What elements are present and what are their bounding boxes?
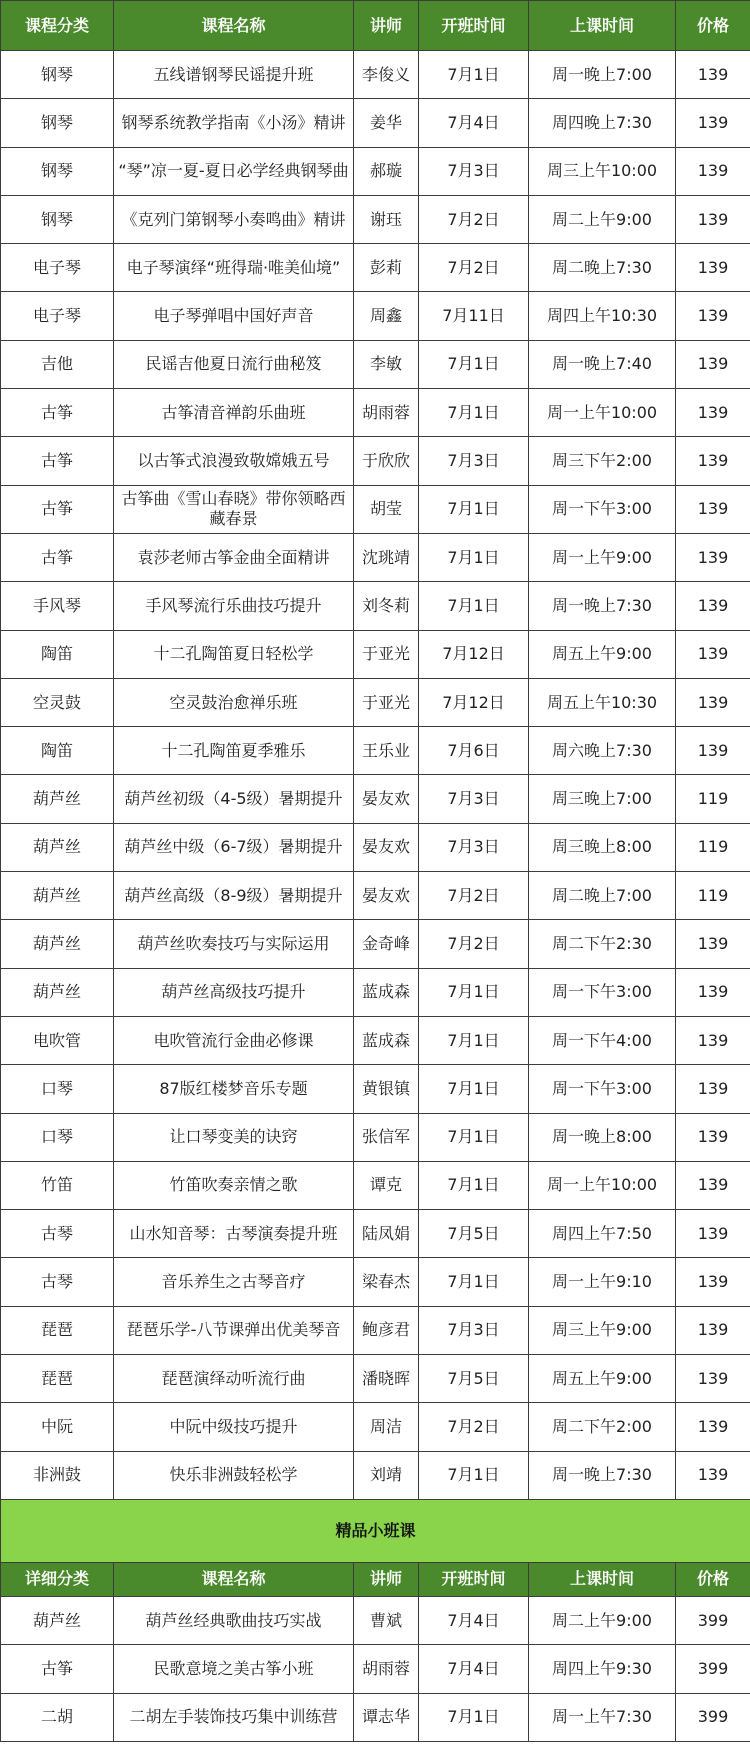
teacher-cell: 谢珏 — [354, 195, 419, 243]
price-cell: 139 — [676, 1258, 750, 1306]
class-time-cell: 周五上午10:30 — [529, 678, 676, 726]
table-row — [1, 678, 750, 726]
price-cell: 139 — [676, 968, 750, 1016]
teacher-cell: 蓝成森 — [354, 1016, 419, 1064]
price-cell: 139 — [676, 582, 750, 630]
header-class-time: 上课时间 — [529, 1562, 676, 1596]
price-cell: 139 — [676, 533, 750, 581]
category-cell: 钢琴 — [1, 147, 114, 195]
header-course-name: 课程名称 — [114, 1, 354, 51]
course-name-cell: 琵琶乐学-八节课弹出优美琴音 — [114, 1306, 354, 1354]
table-row — [1, 920, 750, 968]
price-cell: 119 — [676, 872, 750, 920]
course-name-cell: 葫芦丝中级（6-7级）暑期提升 — [114, 823, 354, 871]
course-name-cell: 《克列门第钢琴小奏鸣曲》精讲 — [114, 195, 354, 243]
teacher-cell: 姜华 — [354, 99, 419, 147]
start-date-cell: 7月4日 — [419, 99, 529, 147]
teacher-cell: 胡雨蓉 — [354, 389, 419, 437]
course-name-cell: 空灵鼓治愈禅乐班 — [114, 678, 354, 726]
class-time-cell: 周五上午9:00 — [529, 1355, 676, 1403]
table-row — [1, 340, 750, 388]
course-name-cell: 葫芦丝吹奏技巧与实际运用 — [114, 920, 354, 968]
table-row — [1, 1161, 750, 1209]
table-row — [1, 775, 750, 823]
section-band-row — [1, 1499, 750, 1562]
course-name-cell: 二胡左手装饰技巧集中训练营 — [114, 1693, 354, 1741]
header-teacher: 讲师 — [354, 1, 419, 51]
category-cell: 古筝 — [1, 437, 114, 485]
class-time-cell: 周二上午9:00 — [529, 1596, 676, 1644]
category-cell: 古筝 — [1, 485, 114, 533]
price-cell: 399 — [676, 1693, 750, 1741]
price-cell: 139 — [676, 1355, 750, 1403]
start-date-cell: 7月1日 — [419, 968, 529, 1016]
header-start-date: 开班时间 — [419, 1, 529, 51]
course-name-cell: 十二孔陶笛夏季雅乐 — [114, 727, 354, 775]
course-name-cell: 快乐非洲鼓轻松学 — [114, 1451, 354, 1499]
class-time-cell: 周六晚上7:30 — [529, 727, 676, 775]
price-cell: 399 — [676, 1645, 750, 1693]
teacher-cell: 蓝成森 — [354, 968, 419, 1016]
teacher-cell: 于欣欣 — [354, 437, 419, 485]
start-date-cell: 7月5日 — [419, 1210, 529, 1258]
class-time-cell: 周一下午4:00 — [529, 1016, 676, 1064]
category-cell: 葫芦丝 — [1, 872, 114, 920]
price-cell: 139 — [676, 99, 750, 147]
start-date-cell: 7月6日 — [419, 727, 529, 775]
category-cell: 吉他 — [1, 340, 114, 388]
price-cell: 139 — [676, 920, 750, 968]
category-cell: 古筝 — [1, 533, 114, 581]
teacher-cell: 于亚光 — [354, 678, 419, 726]
category-cell: 陶笛 — [1, 630, 114, 678]
category-cell: 葫芦丝 — [1, 968, 114, 1016]
table-row — [1, 244, 750, 292]
price-cell: 139 — [676, 485, 750, 533]
start-date-cell: 7月1日 — [419, 1016, 529, 1064]
course-name-cell: 中阮中级技巧提升 — [114, 1403, 354, 1451]
price-cell: 139 — [676, 437, 750, 485]
table-row — [1, 823, 750, 871]
category-cell: 空灵鼓 — [1, 678, 114, 726]
start-date-cell: 7月3日 — [419, 437, 529, 485]
start-date-cell: 7月1日 — [419, 1693, 529, 1741]
table-row — [1, 1210, 750, 1258]
table-row — [1, 533, 750, 581]
course-name-cell: 古筝清音禅韵乐曲班 — [114, 389, 354, 437]
teacher-cell: 胡莹 — [354, 485, 419, 533]
price-cell: 139 — [676, 1016, 750, 1064]
course-name-cell: 电子琴弹唱中国好声音 — [114, 292, 354, 340]
header-class-time: 上课时间 — [529, 1, 676, 51]
teacher-cell: 张信军 — [354, 1113, 419, 1161]
category-cell: 古琴 — [1, 1210, 114, 1258]
class-time-cell: 周二下午2:30 — [529, 920, 676, 968]
table-row — [1, 437, 750, 485]
table-row — [1, 968, 750, 1016]
category-cell: 古琴 — [1, 1258, 114, 1306]
class-time-cell: 周一下午3:00 — [529, 968, 676, 1016]
header-price: 价格 — [676, 1562, 750, 1596]
table-row — [1, 292, 750, 340]
start-date-cell: 7月5日 — [419, 1355, 529, 1403]
teacher-cell: 沈珧靖 — [354, 533, 419, 581]
price-cell: 139 — [676, 340, 750, 388]
main-table-body — [1, 51, 750, 1500]
start-date-cell: 7月11日 — [419, 292, 529, 340]
table-row — [1, 1258, 750, 1306]
category-cell: 手风琴 — [1, 582, 114, 630]
course-name-cell: 87版红楼梦音乐专题 — [114, 1065, 354, 1113]
table-row — [1, 1113, 750, 1161]
class-time-cell: 周一上午9:00 — [529, 533, 676, 581]
course-name-cell: 竹笛吹奏亲情之歌 — [114, 1161, 354, 1209]
class-time-cell: 周二晚上7:30 — [529, 244, 676, 292]
price-cell: 399 — [676, 1596, 750, 1644]
teacher-cell: 黄银镇 — [354, 1065, 419, 1113]
teacher-cell: 曹斌 — [354, 1596, 419, 1644]
category-cell: 竹笛 — [1, 1161, 114, 1209]
class-time-cell: 周一上午10:00 — [529, 389, 676, 437]
class-time-cell: 周一晚上7:30 — [529, 582, 676, 630]
category-cell: 陶笛 — [1, 727, 114, 775]
start-date-cell: 7月4日 — [419, 1645, 529, 1693]
teacher-cell: 李敏 — [354, 340, 419, 388]
category-cell: 葫芦丝 — [1, 775, 114, 823]
course-name-cell: 钢琴系统教学指南《小汤》精讲 — [114, 99, 354, 147]
category-cell: 口琴 — [1, 1065, 114, 1113]
course-name-cell: 葫芦丝高级（8-9级）暑期提升 — [114, 872, 354, 920]
category-cell: 琵琶 — [1, 1306, 114, 1354]
course-name-cell: 五线谱钢琴民谣提升班 — [114, 51, 354, 99]
category-cell: 口琴 — [1, 1113, 114, 1161]
teacher-cell: 彭莉 — [354, 244, 419, 292]
course-name-cell: 民谣吉他夏日流行曲秘笈 — [114, 340, 354, 388]
course-name-cell: 民歌意境之美古筝小班 — [114, 1645, 354, 1693]
class-time-cell: 周一上午10:00 — [529, 1161, 676, 1209]
table-row — [1, 195, 750, 243]
table-row — [1, 1016, 750, 1064]
start-date-cell: 7月1日 — [419, 1161, 529, 1209]
start-date-cell: 7月2日 — [419, 244, 529, 292]
teacher-cell: 于亚光 — [354, 630, 419, 678]
teacher-cell: 谭志华 — [354, 1693, 419, 1741]
teacher-cell: 晏友欢 — [354, 823, 419, 871]
class-time-cell: 周一晚上8:00 — [529, 1113, 676, 1161]
table-row — [1, 1065, 750, 1113]
price-cell: 139 — [676, 678, 750, 726]
category-cell: 电吹管 — [1, 1016, 114, 1064]
teacher-cell: 刘冬莉 — [354, 582, 419, 630]
start-date-cell: 7月12日 — [419, 678, 529, 726]
price-cell: 139 — [676, 1161, 750, 1209]
course-name-cell: 电子琴演绎“班得瑞·唯美仙境” — [114, 244, 354, 292]
table-row — [1, 1596, 750, 1644]
small-class-header-row — [1, 1562, 750, 1596]
class-time-cell: 周一上午7:30 — [529, 1693, 676, 1741]
start-date-cell: 7月3日 — [419, 147, 529, 195]
class-time-cell: 周一上午9:10 — [529, 1258, 676, 1306]
teacher-cell: 晏友欢 — [354, 775, 419, 823]
start-date-cell: 7月2日 — [419, 872, 529, 920]
price-cell: 139 — [676, 51, 750, 99]
category-cell: 中阮 — [1, 1403, 114, 1451]
teacher-cell: 周鑫 — [354, 292, 419, 340]
section-band-title: 精品小班课 — [1, 1499, 750, 1562]
class-time-cell: 周四晚上7:30 — [529, 99, 676, 147]
class-time-cell: 周一晚上7:40 — [529, 340, 676, 388]
price-cell: 139 — [676, 1403, 750, 1451]
price-cell: 119 — [676, 775, 750, 823]
price-cell: 139 — [676, 1210, 750, 1258]
table-row — [1, 1403, 750, 1451]
start-date-cell: 7月3日 — [419, 823, 529, 871]
class-time-cell: 周三晚上7:00 — [529, 775, 676, 823]
category-cell: 钢琴 — [1, 51, 114, 99]
class-time-cell: 周一晚上7:30 — [529, 1451, 676, 1499]
category-cell: 葫芦丝 — [1, 1596, 114, 1644]
table-row — [1, 51, 750, 99]
teacher-cell: 晏友欢 — [354, 872, 419, 920]
category-cell: 电子琴 — [1, 244, 114, 292]
class-time-cell: 周一下午3:00 — [529, 485, 676, 533]
start-date-cell: 7月1日 — [419, 1113, 529, 1161]
category-cell: 非洲鼓 — [1, 1451, 114, 1499]
course-name-cell: 琵琶演绎动听流行曲 — [114, 1355, 354, 1403]
header-price: 价格 — [676, 1, 750, 51]
category-cell: 古筝 — [1, 1645, 114, 1693]
price-cell: 139 — [676, 244, 750, 292]
table-row — [1, 389, 750, 437]
teacher-cell: 刘靖 — [354, 1451, 419, 1499]
class-time-cell: 周四上午9:30 — [529, 1645, 676, 1693]
price-cell: 139 — [676, 1113, 750, 1161]
class-time-cell: 周三上午9:00 — [529, 1306, 676, 1354]
course-name-cell: 音乐养生之古琴音疗 — [114, 1258, 354, 1306]
class-time-cell: 周一下午3:00 — [529, 1065, 676, 1113]
price-cell: 139 — [676, 389, 750, 437]
category-cell: 葫芦丝 — [1, 823, 114, 871]
price-cell: 139 — [676, 195, 750, 243]
teacher-cell: 梁春杰 — [354, 1258, 419, 1306]
start-date-cell: 7月12日 — [419, 630, 529, 678]
table-row — [1, 1645, 750, 1693]
table-row — [1, 147, 750, 195]
table-row — [1, 99, 750, 147]
price-cell: 139 — [676, 1306, 750, 1354]
start-date-cell: 7月4日 — [419, 1596, 529, 1644]
class-time-cell: 周五上午9:00 — [529, 630, 676, 678]
start-date-cell: 7月1日 — [419, 389, 529, 437]
price-cell: 139 — [676, 1451, 750, 1499]
start-date-cell: 7月1日 — [419, 1258, 529, 1306]
course-name-cell: 十二孔陶笛夏日轻松学 — [114, 630, 354, 678]
teacher-cell: 胡雨蓉 — [354, 1645, 419, 1693]
category-cell: 古筝 — [1, 389, 114, 437]
table-row — [1, 630, 750, 678]
start-date-cell: 7月2日 — [419, 1403, 529, 1451]
teacher-cell: 李俊义 — [354, 51, 419, 99]
start-date-cell: 7月3日 — [419, 1306, 529, 1354]
class-time-cell: 周三晚上8:00 — [529, 823, 676, 871]
price-cell: 139 — [676, 147, 750, 195]
teacher-cell: 金奇峰 — [354, 920, 419, 968]
table-row — [1, 727, 750, 775]
header-category: 课程分类 — [1, 1, 114, 51]
table-row — [1, 485, 750, 533]
teacher-cell: 陆凤娟 — [354, 1210, 419, 1258]
start-date-cell: 7月1日 — [419, 582, 529, 630]
course-name-cell: 古筝曲《雪山春晓》带你领略西藏春景 — [114, 485, 354, 533]
class-time-cell: 周三下午2:00 — [529, 437, 676, 485]
header-course-name: 课程名称 — [114, 1562, 354, 1596]
small-class-table-body — [1, 1596, 750, 1741]
class-time-cell: 周三上午10:00 — [529, 147, 676, 195]
course-name-cell: 袁莎老师古筝金曲全面精讲 — [114, 533, 354, 581]
teacher-cell: 王乐业 — [354, 727, 419, 775]
course-name-cell: 让口琴变美的诀窍 — [114, 1113, 354, 1161]
course-name-cell: 葫芦丝经典歌曲技巧实战 — [114, 1596, 354, 1644]
table-row — [1, 1355, 750, 1403]
start-date-cell: 7月2日 — [419, 920, 529, 968]
teacher-cell: 郝璇 — [354, 147, 419, 195]
price-cell: 139 — [676, 630, 750, 678]
category-cell: 葫芦丝 — [1, 920, 114, 968]
teacher-cell: 周洁 — [354, 1403, 419, 1451]
category-cell: 琵琶 — [1, 1355, 114, 1403]
teacher-cell: 鲍彦君 — [354, 1306, 419, 1354]
course-name-cell: 葫芦丝高级技巧提升 — [114, 968, 354, 1016]
table-row — [1, 582, 750, 630]
teacher-cell: 潘晓晖 — [354, 1355, 419, 1403]
table-row — [1, 1693, 750, 1741]
class-time-cell: 周四上午10:30 — [529, 292, 676, 340]
course-name-cell: 电吹管流行金曲必修课 — [114, 1016, 354, 1064]
start-date-cell: 7月1日 — [419, 1451, 529, 1499]
start-date-cell: 7月2日 — [419, 195, 529, 243]
price-cell: 139 — [676, 1065, 750, 1113]
table-row — [1, 1306, 750, 1354]
category-cell: 钢琴 — [1, 99, 114, 147]
class-time-cell: 周四上午7:50 — [529, 1210, 676, 1258]
class-time-cell: 周二下午2:00 — [529, 1403, 676, 1451]
course-name-cell: 葫芦丝初级（4-5级）暑期提升 — [114, 775, 354, 823]
start-date-cell: 7月1日 — [419, 340, 529, 388]
teacher-cell: 谭克 — [354, 1161, 419, 1209]
price-cell: 119 — [676, 823, 750, 871]
start-date-cell: 7月1日 — [419, 1065, 529, 1113]
header-start-date: 开班时间 — [419, 1562, 529, 1596]
header-detail-category: 详细分类 — [1, 1562, 114, 1596]
category-cell: 电子琴 — [1, 292, 114, 340]
price-cell: 139 — [676, 727, 750, 775]
course-name-cell: 以古筝式浪漫致敬嫦娥五号 — [114, 437, 354, 485]
table-row — [1, 872, 750, 920]
course-name-cell: “琴”凉一夏-夏日必学经典钢琴曲 — [114, 147, 354, 195]
start-date-cell: 7月3日 — [419, 775, 529, 823]
class-time-cell: 周一晚上7:00 — [529, 51, 676, 99]
start-date-cell: 7月1日 — [419, 51, 529, 99]
main-header-row — [1, 1, 750, 51]
category-cell: 钢琴 — [1, 195, 114, 243]
start-date-cell: 7月1日 — [419, 533, 529, 581]
price-cell: 139 — [676, 292, 750, 340]
category-cell: 二胡 — [1, 1693, 114, 1741]
table-row — [1, 1451, 750, 1499]
start-date-cell: 7月1日 — [419, 485, 529, 533]
course-name-cell: 手风琴流行乐曲技巧提升 — [114, 582, 354, 630]
header-teacher: 讲师 — [354, 1562, 419, 1596]
class-time-cell: 周二上午9:00 — [529, 195, 676, 243]
class-time-cell: 周二晚上7:00 — [529, 872, 676, 920]
course-name-cell: 山水知音琴：古琴演奏提升班 — [114, 1210, 354, 1258]
